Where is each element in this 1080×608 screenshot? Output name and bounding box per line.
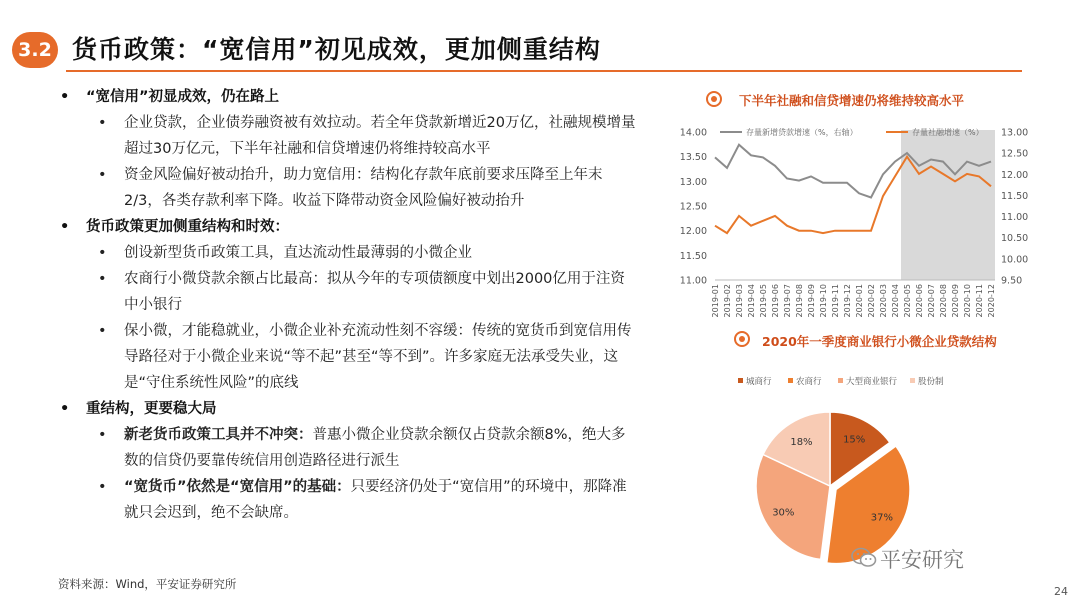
left-axis-tick: 14.00	[679, 127, 707, 139]
bullet-level2	[56, 422, 636, 474]
line-chart	[668, 118, 1048, 328]
bullet-text: 只要经济仍处于“宽信用”的环境中，那降准就只会迟到，绝不会缺席。	[124, 479, 627, 521]
right-axis-tick: 11.00	[1001, 212, 1029, 224]
bullet-text: 普惠小微企业贷款余额仅占贷款余额8%，绝大多数的信贷仍要靠传统信用创造路径进行派生	[124, 427, 626, 469]
x-axis-tick: 2020-01	[855, 284, 864, 318]
bullet-level1: • 货币政策更加侧重结构和时效：	[56, 214, 636, 240]
right-axis-tick: 10.00	[1001, 254, 1029, 266]
page-title: 货币政策：“宽信用”初见成效，更加侧重结构	[72, 35, 601, 64]
x-axis-tick: 2019-06	[771, 284, 780, 318]
left-axis-tick: 11.50	[679, 250, 707, 262]
section-number-badge: 3.2	[12, 32, 58, 68]
source-note: 资料来源：Wind，平安证券研究所	[58, 577, 237, 591]
bullet-level2	[56, 474, 636, 526]
pie-chart-title: 2020年一季度商业银行小微企业贷款结构	[762, 334, 997, 349]
left-axis-tick: 13.50	[679, 152, 707, 164]
x-axis-tick: 2020-06	[915, 284, 924, 318]
line-chart-title: 下半年社融和信贷增速仍将维持较高水平	[739, 93, 965, 108]
legend-swatch	[788, 378, 793, 383]
bullet-level2: • 农商行小微贷款余额占比最高：拟从今年的专项债额度中划出2000亿用于注资中小银行	[56, 266, 636, 318]
x-axis-tick: 2019-04	[747, 284, 756, 318]
x-axis-tick: 2019-02	[723, 284, 732, 318]
wechat-icon	[850, 546, 878, 570]
bullet-bold-lead: 新老货币政策工具并不冲突：	[124, 427, 313, 443]
x-axis-tick: 2020-05	[903, 284, 912, 318]
page-number: 24	[1054, 585, 1068, 598]
legend-label: 农商行	[796, 377, 822, 387]
legend-label: 股份制	[918, 377, 944, 387]
shaded-region	[901, 130, 995, 280]
watermark-text: 平安研究	[880, 548, 964, 572]
right-axis-tick: 12.50	[1001, 148, 1029, 160]
pie-value-label: 30%	[772, 507, 795, 519]
x-axis-tick: 2019-07	[783, 284, 792, 318]
x-axis-tick: 2019-11	[831, 284, 840, 318]
bullet-level2: • 保小微，才能稳就业，小微企业补充流动性刻不容缓：传统的宽货币到宽信用传导路径对于小微企业来说“等不起”甚至“等不到”。许多家庭无法承受失业，这是“守住系统性风险”的底线	[56, 318, 636, 396]
bullet-level2: • 资金风险偏好被动抬升，助力宽信用：结构化存款年底前要求压降至上年末2/3，各类存款利率下降。收益下降带动资金风险偏好被动抬升	[56, 162, 636, 214]
right-axis-tick: 12.00	[1001, 169, 1029, 181]
bullet-bold-lead: “宽货币”依然是“宽信用”的基础：	[124, 479, 351, 495]
x-axis-tick: 2020-04	[891, 284, 900, 318]
x-axis-tick: 2019-03	[735, 284, 744, 318]
legend-label: 城商行	[746, 377, 772, 387]
right-axis-tick: 10.50	[1001, 233, 1029, 245]
x-axis-tick: 2020-08	[939, 284, 948, 318]
right-axis-tick: 11.50	[1001, 190, 1029, 202]
x-axis-tick: 2019-05	[759, 284, 768, 318]
pie-value-label: 37%	[870, 512, 894, 524]
legend-label: 存量社融增速（%）	[912, 128, 984, 137]
x-axis-tick: 2019-10	[819, 284, 828, 318]
chart-title-icon	[706, 91, 722, 107]
x-axis-tick: 2019-01	[711, 284, 720, 318]
left-axis-tick: 13.00	[679, 176, 707, 188]
x-axis-tick: 2020-03	[879, 284, 888, 318]
x-axis-tick: 2020-10	[963, 284, 972, 318]
bullet-level2: • 企业贷款，企业债券融资被有效拉动。若全年贷款新增近20万亿，社融规模增量超过30万亿元，下半年社融和信贷增速仍将维持较高水平	[56, 110, 636, 162]
x-axis-tick: 2019-12	[843, 284, 852, 318]
header-divider	[66, 70, 1022, 72]
legend-label: 存量新增贷款增速（%，右轴）	[746, 128, 858, 137]
x-axis-tick: 2020-12	[987, 284, 996, 318]
bullet-level2: • 创设新型货币政策工具，直达流动性最薄弱的小微企业	[56, 240, 636, 266]
x-axis-tick: 2019-09	[807, 284, 816, 318]
left-axis-tick: 12.00	[679, 226, 707, 238]
pie-value-label: 15%	[843, 434, 866, 446]
right-axis-tick: 9.50	[1001, 275, 1023, 287]
legend-swatch	[838, 378, 843, 383]
x-axis-tick: 2020-07	[927, 284, 936, 318]
x-axis-tick: 2020-02	[867, 284, 876, 318]
right-axis-tick: 13.00	[1001, 127, 1029, 139]
left-axis-tick: 12.50	[679, 201, 707, 213]
bullet-list	[56, 84, 636, 526]
legend-swatch	[738, 378, 743, 383]
x-axis-tick: 2020-09	[951, 284, 960, 318]
legend-swatch	[910, 378, 915, 383]
x-axis-tick: 2020-11	[975, 284, 984, 318]
x-axis-tick: 2019-08	[795, 284, 804, 318]
pie-value-label: 18%	[790, 437, 813, 449]
legend-label: 大型商业银行	[846, 377, 898, 387]
chart-title-icon	[734, 331, 750, 347]
left-axis-tick: 11.00	[679, 275, 707, 287]
bullet-level1: • “宽信用”初显成效，仍在路上	[56, 84, 636, 110]
bullet-level1: • 重结构，更要稳大局	[56, 396, 636, 422]
